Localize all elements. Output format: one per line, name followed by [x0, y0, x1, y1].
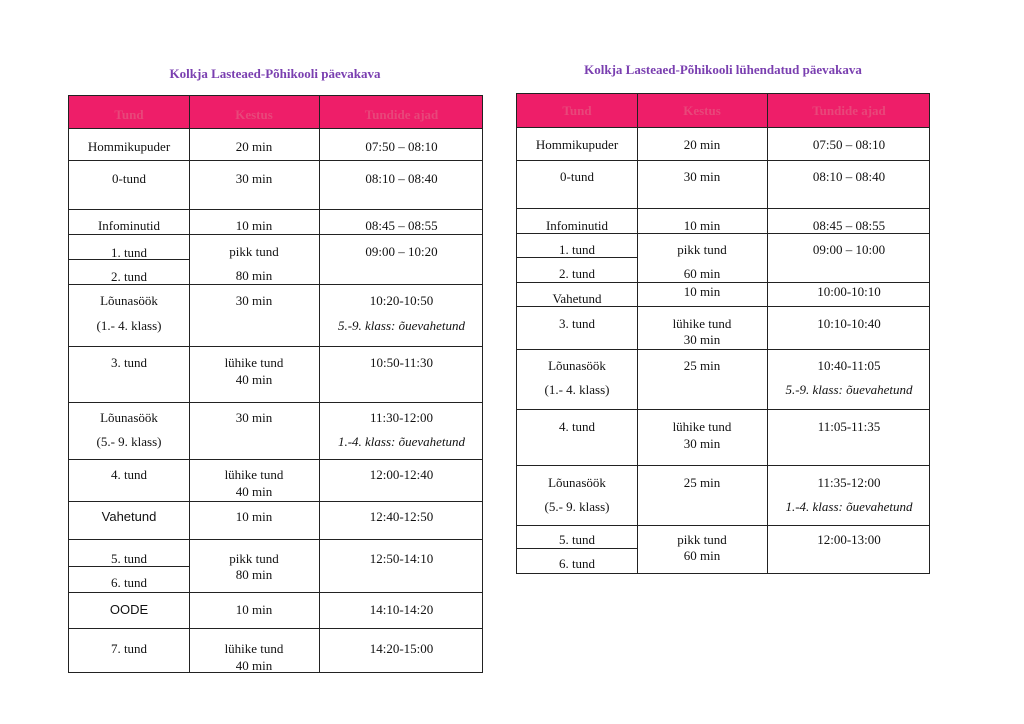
lesson-cell: 2. tund	[110, 269, 148, 284]
duration-cell: 30 min	[683, 332, 721, 347]
table-row	[517, 160, 929, 208]
lesson-cell: 5. tund	[110, 551, 148, 566]
column-header-lesson: Tund	[114, 107, 144, 122]
column-header-lesson: Tund	[562, 103, 592, 118]
duration-cell: lühike tund	[224, 467, 284, 482]
left-schedule-table	[68, 95, 483, 673]
cell-divider	[517, 548, 637, 549]
table-row	[517, 465, 929, 525]
lesson-cell: 0-tund	[112, 171, 146, 186]
time-cell: 12:40-12:50	[369, 509, 434, 524]
column-header-duration: Kestus	[235, 107, 273, 122]
lesson-cell: (1.- 4. klass)	[544, 382, 610, 397]
left-schedule-title: Kolkja Lasteaed-Põhikooli päevakava	[169, 66, 381, 81]
time-note-cell: 5.-9. klass: õuevahetund	[337, 318, 466, 333]
lesson-cell: 1. tund	[110, 245, 148, 260]
time-cell: 10:50-11:30	[369, 355, 434, 370]
time-note-cell: 1.-4. klass: õuevahetund	[785, 499, 913, 514]
column-header-times: Tundide ajad	[812, 103, 886, 118]
duration-cell: 20 min	[235, 139, 273, 154]
lesson-cell: 3. tund	[110, 355, 148, 370]
lesson-cell: Vahetund	[552, 291, 602, 306]
time-cell: 10:40-11:05	[817, 358, 881, 373]
duration-cell: 25 min	[683, 475, 721, 490]
duration-cell: 80 min	[235, 567, 273, 582]
lesson-cell: Lõunasöök	[548, 475, 606, 490]
lesson-cell: 2. tund	[558, 266, 596, 281]
time-cell: 09:00 – 10:00	[812, 242, 886, 257]
duration-cell: 60 min	[683, 548, 721, 563]
lesson-cell: Infominutid	[545, 218, 609, 233]
lesson-cell: (1.- 4. klass)	[96, 318, 162, 333]
duration-cell: 30 min	[683, 169, 721, 184]
duration-cell: 30 min	[683, 436, 721, 451]
lesson-cell: OODE	[109, 602, 149, 617]
time-cell: 09:00 – 10:20	[365, 244, 438, 259]
time-cell: 11:30-12:00	[369, 410, 434, 425]
time-cell: 08:10 – 08:40	[365, 171, 438, 186]
duration-cell: 40 min	[235, 372, 273, 387]
lesson-cell: Lõunasöök	[100, 410, 158, 425]
duration-cell: 40 min	[235, 484, 273, 499]
time-cell: 08:10 – 08:40	[812, 169, 886, 184]
duration-cell: 10 min	[683, 284, 721, 299]
column-header-times: Tundide ajad	[364, 107, 439, 122]
lesson-cell: Vahetund	[101, 509, 157, 524]
lesson-cell: (5.- 9. klass)	[544, 499, 610, 514]
lesson-cell: 6. tund	[558, 556, 596, 571]
duration-cell: pikk tund	[677, 242, 727, 257]
duration-cell: lühike tund	[672, 419, 732, 434]
lesson-cell: 5. tund	[558, 532, 596, 547]
time-note-cell: 5.-9. klass: õuevahetund	[785, 382, 913, 397]
duration-cell: 60 min	[683, 266, 721, 281]
cell-divider	[69, 566, 189, 567]
lesson-cell: 7. tund	[110, 641, 148, 656]
lesson-cell: 3. tund	[558, 316, 596, 331]
duration-cell: lühike tund	[224, 641, 284, 656]
right-schedule-table	[516, 93, 930, 574]
time-cell: 12:00-13:00	[817, 532, 881, 547]
time-cell: 10:00-10:10	[817, 284, 881, 299]
lesson-cell: Infominutid	[97, 218, 161, 233]
time-cell: 10:20-10:50	[369, 293, 434, 308]
time-cell: 11:35-12:00	[817, 475, 881, 490]
time-cell: 10:10-10:40	[817, 316, 881, 331]
cell-divider	[517, 257, 637, 258]
time-cell: 07:50 – 08:10	[812, 137, 886, 152]
duration-cell: 10 min	[235, 509, 273, 524]
time-note-cell: 1.-4. klass: õuevahetund	[337, 434, 466, 449]
time-cell: 08:45 – 08:55	[812, 218, 886, 233]
right-schedule-title: Kolkja Lasteaed-Põhikooli lühendatud päevakava	[584, 62, 862, 77]
lesson-cell: Hommikupuder	[535, 137, 619, 152]
duration-cell: 10 min	[235, 218, 273, 233]
duration-cell: pikk tund	[677, 532, 727, 547]
lesson-cell: 4. tund	[558, 419, 596, 434]
lesson-cell: (5.- 9. klass)	[96, 434, 162, 449]
lesson-cell: Lõunasöök	[548, 358, 606, 373]
time-cell: 14:10-14:20	[369, 602, 434, 617]
lesson-cell: Hommikupuder	[87, 139, 171, 154]
duration-cell: pikk tund	[229, 244, 279, 259]
time-cell: 08:45 – 08:55	[365, 218, 438, 233]
lesson-cell: 4. tund	[110, 467, 148, 482]
duration-cell: 30 min	[235, 171, 273, 186]
lesson-cell: 1. tund	[558, 242, 596, 257]
duration-cell: 30 min	[235, 293, 273, 308]
lesson-cell: 0-tund	[560, 169, 594, 184]
lesson-cell: Lõunasöök	[100, 293, 158, 308]
duration-cell: 10 min	[683, 218, 721, 233]
duration-cell: 80 min	[235, 268, 273, 283]
duration-cell: 30 min	[235, 410, 273, 425]
time-cell: 14:20-15:00	[369, 641, 434, 656]
duration-cell: 10 min	[235, 602, 273, 617]
duration-cell: lühike tund	[224, 355, 284, 370]
duration-cell: lühike tund	[672, 316, 732, 331]
duration-cell: pikk tund	[229, 551, 279, 566]
time-cell: 12:50-14:10	[369, 551, 434, 566]
duration-cell: 25 min	[683, 358, 721, 373]
column-header-duration: Kestus	[683, 103, 721, 118]
time-cell: 12:00-12:40	[369, 467, 434, 482]
time-cell: 11:05-11:35	[817, 419, 881, 434]
duration-cell: 20 min	[683, 137, 721, 152]
duration-cell: 40 min	[235, 658, 273, 673]
lesson-cell: 6. tund	[110, 575, 148, 590]
time-cell: 07:50 – 08:10	[365, 139, 438, 154]
